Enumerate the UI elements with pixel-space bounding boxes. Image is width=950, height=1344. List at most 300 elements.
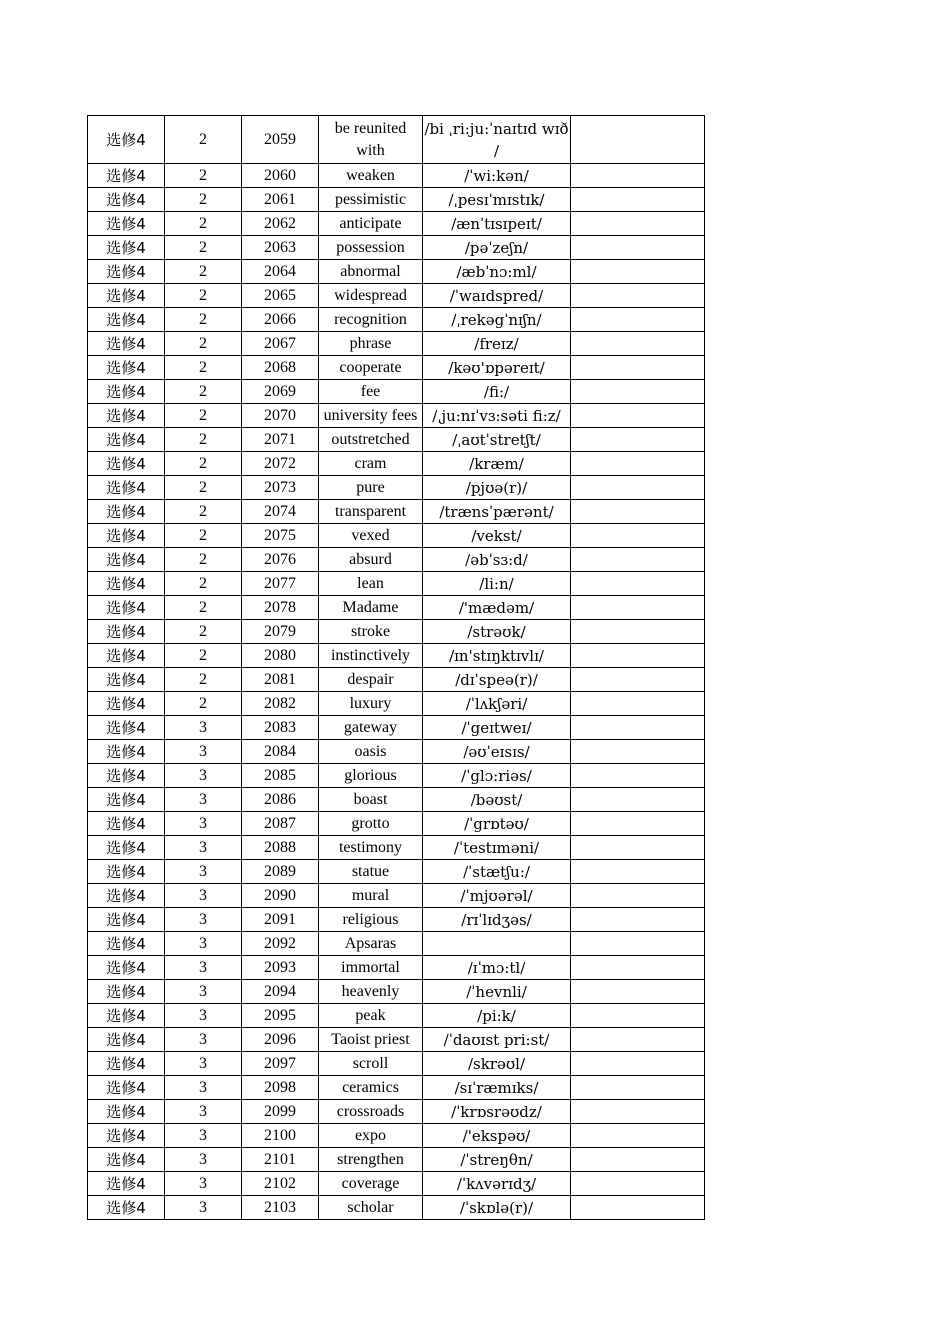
unit-cell: 3 [165, 764, 242, 788]
word-number-cell: 2093 [242, 956, 319, 980]
unit-cell: 2 [165, 380, 242, 404]
word-number-cell: 2095 [242, 1004, 319, 1028]
word-number-cell: 2097 [242, 1052, 319, 1076]
word-cell: pessimistic [319, 188, 423, 212]
notes-cell [571, 284, 705, 308]
table-row [88, 980, 705, 1004]
volume-cell: 选修4 [88, 524, 165, 548]
volume-cell: 选修4 [88, 572, 165, 596]
word-number-cell: 2083 [242, 716, 319, 740]
unit-cell: 2 [165, 692, 242, 716]
notes-cell [571, 644, 705, 668]
unit-cell: 3 [165, 980, 242, 1004]
volume-cell: 选修4 [88, 188, 165, 212]
unit-cell: 2 [165, 116, 242, 164]
phonetic-cell: /ˈwi:kən/ [423, 164, 571, 188]
unit-cell: 2 [165, 284, 242, 308]
volume-cell: 选修4 [88, 956, 165, 980]
word-cell: immortal [319, 956, 423, 980]
volume-cell: 选修4 [88, 692, 165, 716]
volume-cell: 选修4 [88, 212, 165, 236]
volume-cell: 选修4 [88, 380, 165, 404]
volume-cell: 选修4 [88, 116, 165, 164]
phonetic-cell: /fi:/ [423, 380, 571, 404]
notes-cell [571, 356, 705, 380]
table-row [88, 212, 705, 236]
table-row [88, 740, 705, 764]
word-cell: scholar [319, 1196, 423, 1220]
word-cell: Taoist priest [319, 1028, 423, 1052]
phonetic-cell: /ænˈtɪsɪpeɪt/ [423, 212, 571, 236]
word-cell: be reunited with [319, 116, 423, 164]
volume-cell: 选修4 [88, 1076, 165, 1100]
phonetic-cell: /rɪˈlɪdʒəs/ [423, 908, 571, 932]
unit-cell: 3 [165, 956, 242, 980]
notes-cell [571, 740, 705, 764]
word-cell: scroll [319, 1052, 423, 1076]
notes-cell [571, 932, 705, 956]
table-row [88, 812, 705, 836]
notes-cell [571, 332, 705, 356]
table-row [88, 596, 705, 620]
volume-cell: 选修4 [88, 884, 165, 908]
phonetic-cell: /ɪˈmɔ:tl/ [423, 956, 571, 980]
table-row [88, 356, 705, 380]
table-row [88, 668, 705, 692]
word-cell: coverage [319, 1172, 423, 1196]
notes-cell [571, 956, 705, 980]
phonetic-cell [423, 932, 571, 956]
volume-cell: 选修4 [88, 1172, 165, 1196]
table-row [88, 1100, 705, 1124]
word-cell: phrase [319, 332, 423, 356]
notes-cell [571, 572, 705, 596]
table-row [88, 1196, 705, 1220]
table-row [88, 548, 705, 572]
table-row [88, 1172, 705, 1196]
table-row [88, 332, 705, 356]
word-number-cell: 2072 [242, 452, 319, 476]
notes-cell [571, 1196, 705, 1220]
notes-cell [571, 380, 705, 404]
phonetic-cell: /ˈmjʊərəl/ [423, 884, 571, 908]
volume-cell: 选修4 [88, 932, 165, 956]
volume-cell: 选修4 [88, 644, 165, 668]
table-row [88, 164, 705, 188]
word-cell: luxury [319, 692, 423, 716]
phonetic-cell: /ˈglɔ:riəs/ [423, 764, 571, 788]
table-row [88, 188, 705, 212]
word-number-cell: 2101 [242, 1148, 319, 1172]
table-row [88, 572, 705, 596]
volume-cell: 选修4 [88, 332, 165, 356]
notes-cell [571, 500, 705, 524]
phonetic-cell: /'mædəm/ [423, 596, 571, 620]
phonetic-cell: /ˌpesɪˈmɪstɪk/ [423, 188, 571, 212]
table-row [88, 404, 705, 428]
table-row [88, 1004, 705, 1028]
word-number-cell: 2089 [242, 860, 319, 884]
phonetic-cell: /dɪˈspeə(r)/ [423, 668, 571, 692]
word-number-cell: 2076 [242, 548, 319, 572]
unit-cell: 3 [165, 1196, 242, 1220]
word-cell: expo [319, 1124, 423, 1148]
word-number-cell: 2096 [242, 1028, 319, 1052]
word-number-cell: 2059 [242, 116, 319, 164]
unit-cell: 2 [165, 428, 242, 452]
word-cell: weaken [319, 164, 423, 188]
table-row [88, 380, 705, 404]
volume-cell: 选修4 [88, 404, 165, 428]
phonetic-cell: /ˈtestɪməni/ [423, 836, 571, 860]
word-cell: absurd [319, 548, 423, 572]
notes-cell [571, 548, 705, 572]
word-cell: gateway [319, 716, 423, 740]
word-cell: testimony [319, 836, 423, 860]
table-row [88, 452, 705, 476]
notes-cell [571, 188, 705, 212]
notes-cell [571, 620, 705, 644]
notes-cell [571, 1028, 705, 1052]
table-row [88, 1052, 705, 1076]
phonetic-cell: /bi ˌri:ju:ˈnaɪtɪd wɪð / [423, 116, 571, 164]
word-cell: peak [319, 1004, 423, 1028]
volume-cell: 选修4 [88, 740, 165, 764]
word-cell: possession [319, 236, 423, 260]
phonetic-cell: /ˈstætʃu:/ [423, 860, 571, 884]
phonetic-cell: /ˈstreŋθn/ [423, 1148, 571, 1172]
word-number-cell: 2078 [242, 596, 319, 620]
volume-cell: 选修4 [88, 1004, 165, 1028]
unit-cell: 3 [165, 812, 242, 836]
table-row [88, 620, 705, 644]
notes-cell [571, 404, 705, 428]
table-row [88, 1148, 705, 1172]
phonetic-cell: /'ekspəʊ/ [423, 1124, 571, 1148]
word-number-cell: 2063 [242, 236, 319, 260]
word-number-cell: 2092 [242, 932, 319, 956]
notes-cell [571, 788, 705, 812]
word-cell: pure [319, 476, 423, 500]
unit-cell: 2 [165, 452, 242, 476]
table-row [88, 884, 705, 908]
unit-cell: 2 [165, 212, 242, 236]
word-cell: oasis [319, 740, 423, 764]
unit-cell: 2 [165, 308, 242, 332]
phonetic-cell: /sɪˈræmɪks/ [423, 1076, 571, 1100]
volume-cell: 选修4 [88, 1028, 165, 1052]
volume-cell: 选修4 [88, 1196, 165, 1220]
word-number-cell: 2081 [242, 668, 319, 692]
volume-cell: 选修4 [88, 980, 165, 1004]
volume-cell: 选修4 [88, 260, 165, 284]
word-number-cell: 2079 [242, 620, 319, 644]
word-cell: vexed [319, 524, 423, 548]
word-number-cell: 2061 [242, 188, 319, 212]
phonetic-cell: /vekst/ [423, 524, 571, 548]
table-row [88, 236, 705, 260]
table-row [88, 1076, 705, 1100]
word-number-cell: 2075 [242, 524, 319, 548]
word-cell: statue [319, 860, 423, 884]
word-number-cell: 2102 [242, 1172, 319, 1196]
word-cell: heavenly [319, 980, 423, 1004]
volume-cell: 选修4 [88, 596, 165, 620]
phonetic-cell: /ˈlʌkʃəri/ [423, 692, 571, 716]
volume-cell: 选修4 [88, 1052, 165, 1076]
notes-cell [571, 1100, 705, 1124]
table-row [88, 116, 705, 164]
notes-cell [571, 1052, 705, 1076]
phonetic-cell: /trænsˈpærənt/ [423, 500, 571, 524]
word-cell: boast [319, 788, 423, 812]
volume-cell: 选修4 [88, 716, 165, 740]
phonetic-cell: /ˈwaɪdspred/ [423, 284, 571, 308]
table-row [88, 836, 705, 860]
unit-cell: 3 [165, 836, 242, 860]
unit-cell: 2 [165, 548, 242, 572]
unit-cell: 3 [165, 1076, 242, 1100]
word-number-cell: 2071 [242, 428, 319, 452]
phonetic-cell: /ˈhevnli/ [423, 980, 571, 1004]
table-row [88, 1124, 705, 1148]
notes-cell [571, 884, 705, 908]
table-row [88, 788, 705, 812]
word-number-cell: 2077 [242, 572, 319, 596]
volume-cell: 选修4 [88, 1100, 165, 1124]
phonetic-cell: /pi:k/ [423, 1004, 571, 1028]
unit-cell: 3 [165, 1028, 242, 1052]
word-number-cell: 2087 [242, 812, 319, 836]
table-row [88, 500, 705, 524]
word-number-cell: 2085 [242, 764, 319, 788]
unit-cell: 2 [165, 644, 242, 668]
volume-cell: 选修4 [88, 764, 165, 788]
notes-cell [571, 236, 705, 260]
volume-cell: 选修4 [88, 548, 165, 572]
unit-cell: 2 [165, 332, 242, 356]
notes-cell [571, 164, 705, 188]
volume-cell: 选修4 [88, 788, 165, 812]
word-number-cell: 2074 [242, 500, 319, 524]
notes-cell [571, 812, 705, 836]
unit-cell: 2 [165, 404, 242, 428]
table-row [88, 692, 705, 716]
phonetic-cell: /skrəʊl/ [423, 1052, 571, 1076]
unit-cell: 2 [165, 596, 242, 620]
volume-cell: 选修4 [88, 356, 165, 380]
word-number-cell: 2070 [242, 404, 319, 428]
notes-cell [571, 1172, 705, 1196]
phonetic-cell: /ˈskɒlə(r)/ [423, 1196, 571, 1220]
word-number-cell: 2069 [242, 380, 319, 404]
volume-cell: 选修4 [88, 452, 165, 476]
word-number-cell: 2065 [242, 284, 319, 308]
volume-cell: 选修4 [88, 860, 165, 884]
phonetic-cell: /ˌju:nɪˈvɜ:səti fi:z/ [423, 404, 571, 428]
table-row [88, 764, 705, 788]
table-row [88, 1028, 705, 1052]
vocabulary-table-body [88, 116, 705, 1220]
table-row [88, 932, 705, 956]
phonetic-cell: /bəʊst/ [423, 788, 571, 812]
phonetic-cell: /strəʊk/ [423, 620, 571, 644]
phonetic-cell: /pjʊə(r)/ [423, 476, 571, 500]
word-number-cell: 2099 [242, 1100, 319, 1124]
unit-cell: 2 [165, 524, 242, 548]
word-cell: widespread [319, 284, 423, 308]
phonetic-cell: /ˈkrɒsrəʊdz/ [423, 1100, 571, 1124]
unit-cell: 2 [165, 500, 242, 524]
unit-cell: 2 [165, 164, 242, 188]
word-number-cell: 2086 [242, 788, 319, 812]
word-number-cell: 2067 [242, 332, 319, 356]
volume-cell: 选修4 [88, 1124, 165, 1148]
unit-cell: 3 [165, 1148, 242, 1172]
word-cell: instinctively [319, 644, 423, 668]
unit-cell: 2 [165, 620, 242, 644]
table-row [88, 428, 705, 452]
volume-cell: 选修4 [88, 668, 165, 692]
word-cell: transparent [319, 500, 423, 524]
word-number-cell: 2068 [242, 356, 319, 380]
volume-cell: 选修4 [88, 308, 165, 332]
word-cell: stroke [319, 620, 423, 644]
word-number-cell: 2064 [242, 260, 319, 284]
phonetic-cell: /ˈgrɒtəʊ/ [423, 812, 571, 836]
unit-cell: 3 [165, 932, 242, 956]
word-cell: outstretched [319, 428, 423, 452]
table-row [88, 476, 705, 500]
word-cell: religious [319, 908, 423, 932]
unit-cell: 3 [165, 908, 242, 932]
unit-cell: 2 [165, 260, 242, 284]
notes-cell [571, 596, 705, 620]
word-number-cell: 2090 [242, 884, 319, 908]
notes-cell [571, 692, 705, 716]
volume-cell: 选修4 [88, 836, 165, 860]
unit-cell: 3 [165, 1172, 242, 1196]
unit-cell: 3 [165, 1004, 242, 1028]
table-row [88, 644, 705, 668]
notes-cell [571, 860, 705, 884]
notes-cell [571, 836, 705, 860]
unit-cell: 2 [165, 572, 242, 596]
notes-cell [571, 260, 705, 284]
word-number-cell: 2066 [242, 308, 319, 332]
phonetic-cell: /æbˈnɔ:ml/ [423, 260, 571, 284]
notes-cell [571, 524, 705, 548]
word-number-cell: 2100 [242, 1124, 319, 1148]
table-row [88, 308, 705, 332]
table-row [88, 260, 705, 284]
table-row [88, 956, 705, 980]
word-cell: anticipate [319, 212, 423, 236]
phonetic-cell: /pəˈzeʃn/ [423, 236, 571, 260]
phonetic-cell: /ˌrekəgˈnɪʃn/ [423, 308, 571, 332]
phonetic-cell: /əʊˈeɪsɪs/ [423, 740, 571, 764]
word-cell: fee [319, 380, 423, 404]
notes-cell [571, 1076, 705, 1100]
unit-cell: 3 [165, 740, 242, 764]
unit-cell: 2 [165, 476, 242, 500]
word-cell: lean [319, 572, 423, 596]
unit-cell: 3 [165, 1124, 242, 1148]
table-row [88, 284, 705, 308]
volume-cell: 选修4 [88, 620, 165, 644]
word-number-cell: 2080 [242, 644, 319, 668]
unit-cell: 3 [165, 884, 242, 908]
notes-cell [571, 716, 705, 740]
word-cell: abnormal [319, 260, 423, 284]
unit-cell: 2 [165, 188, 242, 212]
notes-cell [571, 1124, 705, 1148]
word-number-cell: 2073 [242, 476, 319, 500]
unit-cell: 2 [165, 668, 242, 692]
notes-cell [571, 764, 705, 788]
notes-cell [571, 1004, 705, 1028]
word-cell: glorious [319, 764, 423, 788]
phonetic-cell: /kəʊ'ɒpəreɪt/ [423, 356, 571, 380]
notes-cell [571, 668, 705, 692]
table-row [88, 716, 705, 740]
phonetic-cell: /ˈdaʊɪst pri:st/ [423, 1028, 571, 1052]
phonetic-cell: /əbˈsɜ:d/ [423, 548, 571, 572]
volume-cell: 选修4 [88, 476, 165, 500]
word-cell: crossroads [319, 1100, 423, 1124]
volume-cell: 选修4 [88, 284, 165, 308]
word-number-cell: 2103 [242, 1196, 319, 1220]
volume-cell: 选修4 [88, 1148, 165, 1172]
word-cell: Madame [319, 596, 423, 620]
phonetic-cell: /ˈgeɪtweɪ/ [423, 716, 571, 740]
word-cell: strengthen [319, 1148, 423, 1172]
phonetic-cell: /ˌaʊtˈstretʃt/ [423, 428, 571, 452]
notes-cell [571, 308, 705, 332]
unit-cell: 2 [165, 236, 242, 260]
word-cell: cooperate [319, 356, 423, 380]
volume-cell: 选修4 [88, 164, 165, 188]
unit-cell: 3 [165, 1052, 242, 1076]
notes-cell [571, 980, 705, 1004]
volume-cell: 选修4 [88, 236, 165, 260]
word-number-cell: 2088 [242, 836, 319, 860]
notes-cell [571, 116, 705, 164]
notes-cell [571, 452, 705, 476]
word-number-cell: 2082 [242, 692, 319, 716]
notes-cell [571, 212, 705, 236]
word-number-cell: 2062 [242, 212, 319, 236]
word-number-cell: 2094 [242, 980, 319, 1004]
word-cell: university fees [319, 404, 423, 428]
phonetic-cell: /ɪn'stɪŋktɪvlɪ/ [423, 644, 571, 668]
phonetic-cell: /ˈkʌvərɪdʒ/ [423, 1172, 571, 1196]
unit-cell: 3 [165, 860, 242, 884]
word-cell: cram [319, 452, 423, 476]
volume-cell: 选修4 [88, 500, 165, 524]
notes-cell [571, 1148, 705, 1172]
word-number-cell: 2084 [242, 740, 319, 764]
volume-cell: 选修4 [88, 812, 165, 836]
word-number-cell: 2060 [242, 164, 319, 188]
vocabulary-table [87, 115, 705, 1220]
word-cell: recognition [319, 308, 423, 332]
phonetic-cell: /li:n/ [423, 572, 571, 596]
unit-cell: 3 [165, 788, 242, 812]
unit-cell: 3 [165, 716, 242, 740]
word-cell: grotto [319, 812, 423, 836]
phonetic-cell: /freɪz/ [423, 332, 571, 356]
